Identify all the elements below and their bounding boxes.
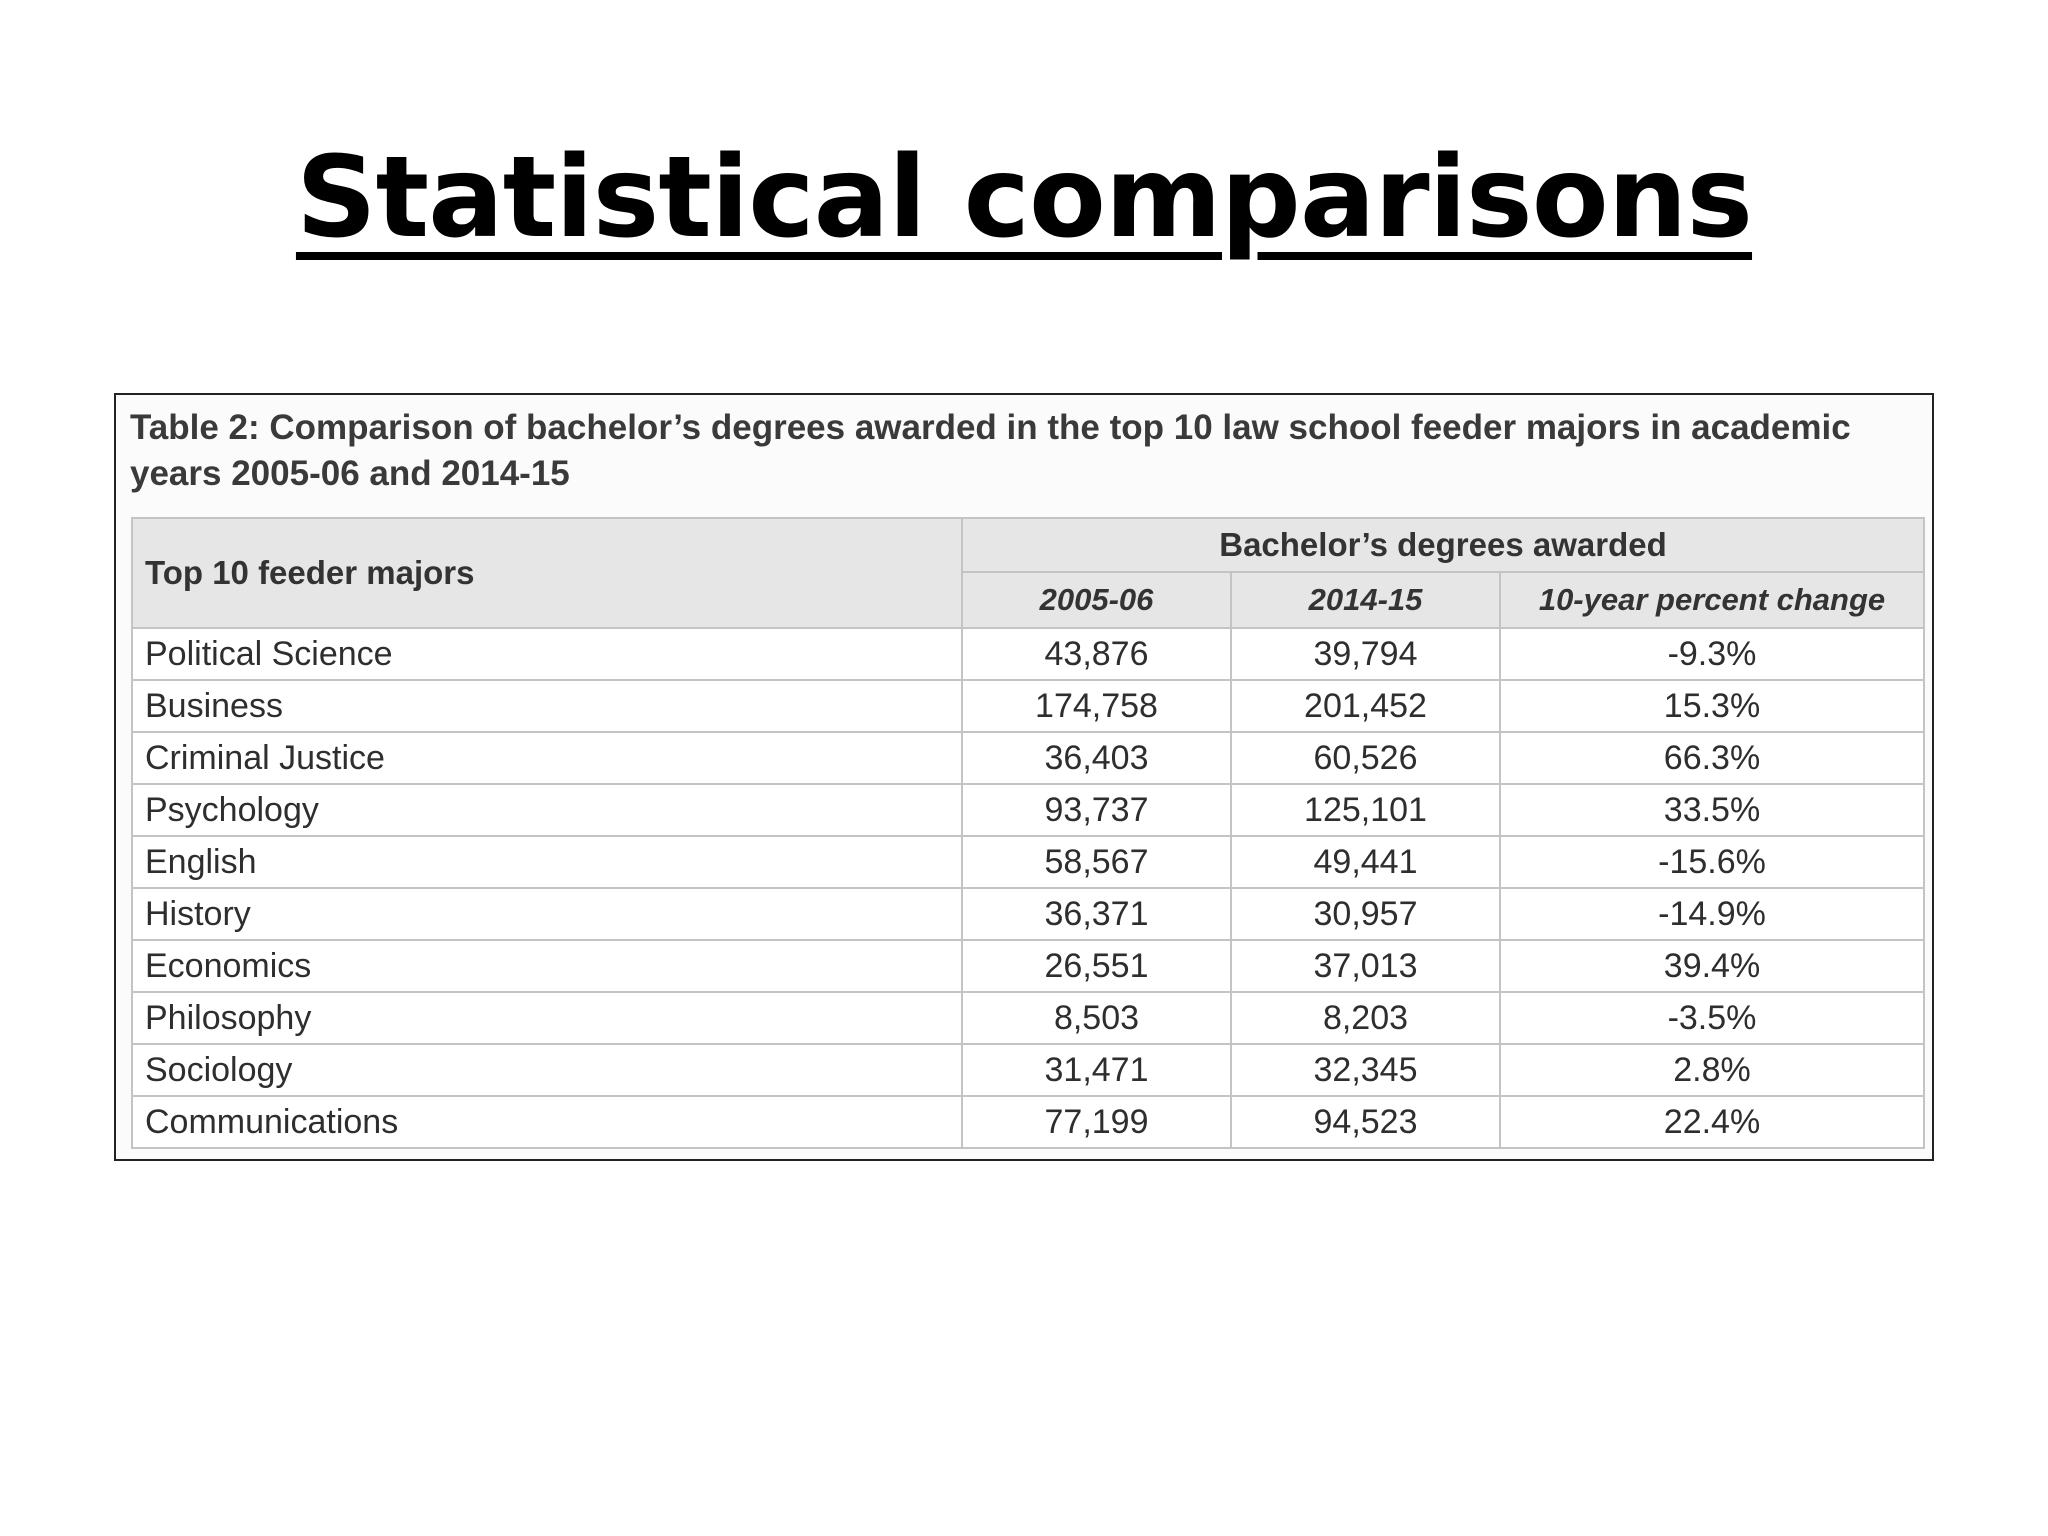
cell-percent-change: -9.3%: [1500, 628, 1924, 680]
cell-major: Philosophy: [132, 992, 962, 1044]
table-row: [132, 1044, 1924, 1096]
cell-2014-15: 49,441: [1231, 836, 1500, 888]
table-row: [132, 1096, 1924, 1148]
slide-title: Statistical comparisons: [295, 133, 1753, 263]
table-row: [132, 836, 1924, 888]
header-degrees-awarded: Bachelor’s degrees awarded: [962, 518, 1924, 572]
cell-2005-06: 36,403: [962, 732, 1231, 784]
header-2014-15: 2014-15: [1231, 572, 1500, 628]
cell-2014-15: 125,101: [1231, 784, 1500, 836]
cell-major: Communications: [132, 1096, 962, 1148]
cell-major: Criminal Justice: [132, 732, 962, 784]
cell-major: Psychology: [132, 784, 962, 836]
header-row-group: [132, 518, 1924, 572]
cell-percent-change: 33.5%: [1500, 784, 1924, 836]
header-percent-change: 10-year percent change: [1500, 572, 1924, 628]
degrees-table: [131, 517, 1925, 1149]
table-row: [132, 888, 1924, 940]
cell-2005-06: 26,551: [962, 940, 1231, 992]
cell-percent-change: -3.5%: [1500, 992, 1924, 1044]
cell-percent-change: 15.3%: [1500, 680, 1924, 732]
cell-2014-15: 94,523: [1231, 1096, 1500, 1148]
table-row: [132, 732, 1924, 784]
cell-2005-06: 31,471: [962, 1044, 1231, 1096]
table-caption: Table 2: Comparison of bachelor’s degrees awarded in the top 10 law school feeder majors in academic years 2005-06 and 2014-15: [130, 408, 1851, 493]
cell-percent-change: -14.9%: [1500, 888, 1924, 940]
cell-major: Sociology: [132, 1044, 962, 1096]
cell-2014-15: 37,013: [1231, 940, 1500, 992]
cell-2014-15: 201,452: [1231, 680, 1500, 732]
header-majors: Top 10 feeder majors: [132, 518, 962, 628]
cell-major: Economics: [132, 940, 962, 992]
table-row: [132, 940, 1924, 992]
cell-major: Political Science: [132, 628, 962, 680]
cell-2014-15: 30,957: [1231, 888, 1500, 940]
cell-2014-15: 32,345: [1231, 1044, 1500, 1096]
table-row: [132, 784, 1924, 836]
cell-2005-06: 43,876: [962, 628, 1231, 680]
cell-2005-06: 93,737: [962, 784, 1231, 836]
table-row: [132, 680, 1924, 732]
table-row: [132, 628, 1924, 680]
cell-percent-change: 22.4%: [1500, 1096, 1924, 1148]
cell-major: English: [132, 836, 962, 888]
header-2005-06: 2005-06: [962, 572, 1231, 628]
cell-2005-06: 174,758: [962, 680, 1231, 732]
cell-2005-06: 77,199: [962, 1096, 1231, 1148]
cell-major: History: [132, 888, 962, 940]
cell-2005-06: 8,503: [962, 992, 1231, 1044]
cell-percent-change: 2.8%: [1500, 1044, 1924, 1096]
cell-percent-change: -15.6%: [1500, 836, 1924, 888]
cell-percent-change: 66.3%: [1500, 732, 1924, 784]
cell-percent-change: 39.4%: [1500, 940, 1924, 992]
cell-2005-06: 36,371: [962, 888, 1231, 940]
cell-major: Business: [132, 680, 962, 732]
table-header: [132, 518, 1924, 628]
cell-2014-15: 8,203: [1231, 992, 1500, 1044]
table-frame: [114, 393, 1934, 1161]
table-body: [132, 628, 1924, 1148]
cell-2014-15: 39,794: [1231, 628, 1500, 680]
cell-2005-06: 58,567: [962, 836, 1231, 888]
table-row: [132, 992, 1924, 1044]
cell-2014-15: 60,526: [1231, 732, 1500, 784]
